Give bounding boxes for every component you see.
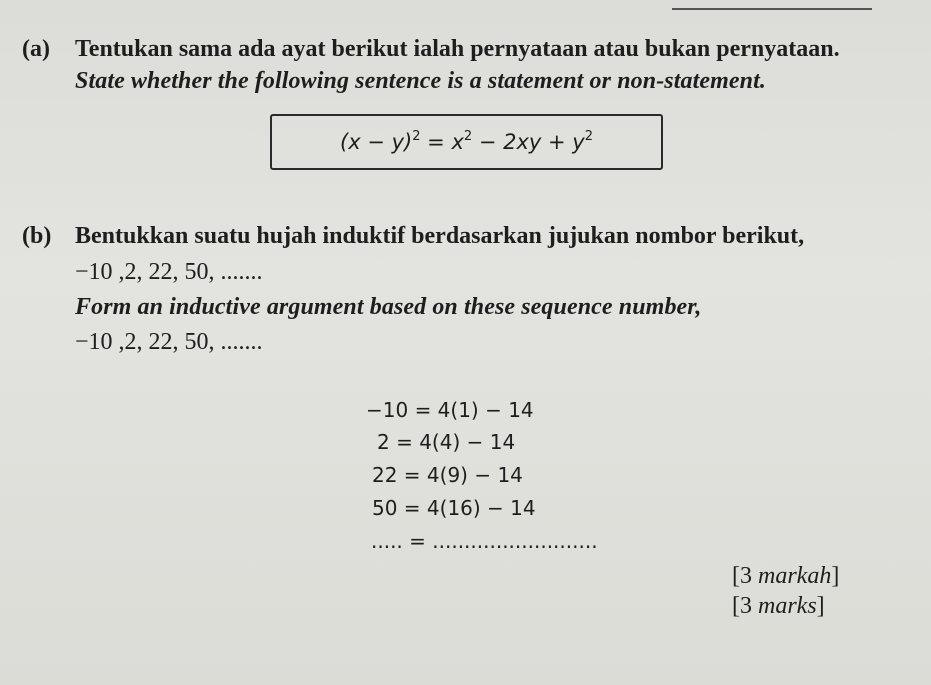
equation-term-x: x [451, 130, 464, 154]
equation-term-middle: − 2xy + [472, 130, 573, 154]
working-line-1: −10 = 4(1) − 14 [366, 398, 534, 422]
part-a-english-text: State whether the following sentence is a statement or non-statement. [75, 68, 766, 94]
part-b-sequence-english: −10 ,2, 22, 50, ....... [75, 329, 263, 355]
part-b-sequence-malay: −10 ,2, 22, 50, ....... [75, 259, 263, 285]
marks-malay-word: markah [758, 563, 832, 589]
equation [272, 128, 661, 156]
marks-malay-close: ] [831, 563, 840, 589]
marks-english-word: marks [758, 593, 817, 619]
working-line-2: 2 = 4(4) − 14 [377, 430, 516, 454]
working-line-3: 22 = 4(9) − 14 [372, 463, 523, 487]
working-line-4: 50 = 4(16) − 14 [372, 496, 536, 520]
equation-term-y-exponent: 2 [584, 129, 593, 144]
answer-blank-line: ..... = .......................... [371, 529, 598, 553]
part-a-label: (a) [22, 36, 50, 62]
equation-lhs-exponent: 2 [412, 129, 421, 144]
part-b-label: (b) [22, 223, 52, 249]
marks-english-open: [3 [732, 593, 758, 619]
part-b-english-text: Form an inductive argument based on these sequence number, [75, 294, 702, 320]
marks-english [732, 592, 825, 620]
equation-equals: = [420, 130, 452, 154]
part-a-malay-text: Tentukan sama ada ayat berikut ialah pernyataan atau bukan pernyataan. [75, 36, 840, 62]
equation-term-y: y [572, 130, 585, 154]
top-rule [672, 8, 872, 10]
equation-term-x-exponent: 2 [463, 129, 473, 144]
marks-english-close: ] [816, 593, 825, 619]
marks-malay-open: [3 [732, 563, 758, 589]
part-b-malay-text: Bentukkan suatu hujah induktif berdasarkan jujukan nombor berikut, [75, 223, 805, 249]
equation-box [270, 114, 663, 170]
equation-lhs: (x − y) [340, 130, 413, 154]
marks-malay [732, 562, 839, 590]
